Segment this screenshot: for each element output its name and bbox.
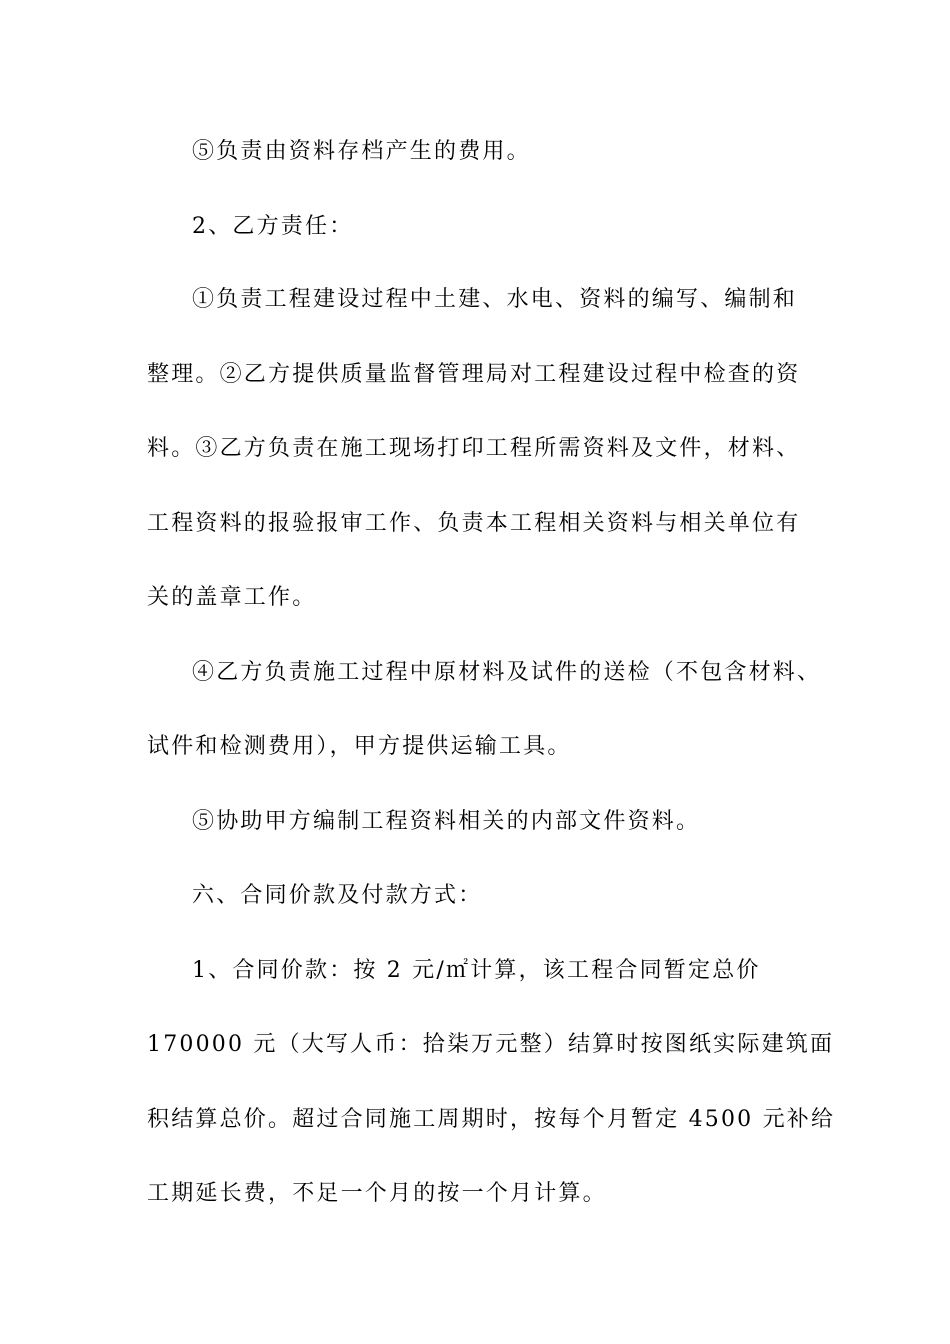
paragraph-line: 试件和检测费用），甲方提供运输工具。	[147, 734, 572, 759]
paragraph-line: 关的盖章工作。	[147, 585, 317, 610]
paragraph-line: 工期延长费，不足一个月的按一个月计算。	[147, 1181, 607, 1206]
paragraph-line: ⑤负责由资料存档产生的费用。	[192, 139, 531, 164]
paragraph-line: 积结算总价。超过合同施工周期时，按每个月暂定 4500 元补给	[147, 1107, 836, 1132]
paragraph-line: 工程资料的报验报审工作、负责本工程相关资料与相关单位有	[147, 511, 801, 536]
paragraph-line: 整理。②乙方提供质量监督管理局对工程建设过程中检查的资	[147, 362, 801, 387]
paragraph-line: ⑤协助甲方编制工程资料相关的内部文件资料。	[192, 809, 701, 834]
paragraph-line: ④乙方负责施工过程中原材料及试件的送检（不包含材料、	[192, 660, 822, 685]
paragraph-line: 1、合同价款：按 2 元/㎡计算，该工程合同暂定总价	[192, 958, 761, 983]
section-heading: 六、合同价款及付款方式：	[192, 883, 483, 908]
paragraph-line: ①负责工程建设过程中土建、水电、资料的编写、编制和	[192, 287, 798, 312]
section-heading: 2、乙方责任：	[192, 214, 354, 239]
paragraph-line: 料。③乙方负责在施工现场打印工程所需资料及文件，材料、	[147, 436, 801, 461]
paragraph-line: 170000 元（大写人币：拾柒万元整）结算时按图纸实际建筑面	[147, 1032, 835, 1057]
